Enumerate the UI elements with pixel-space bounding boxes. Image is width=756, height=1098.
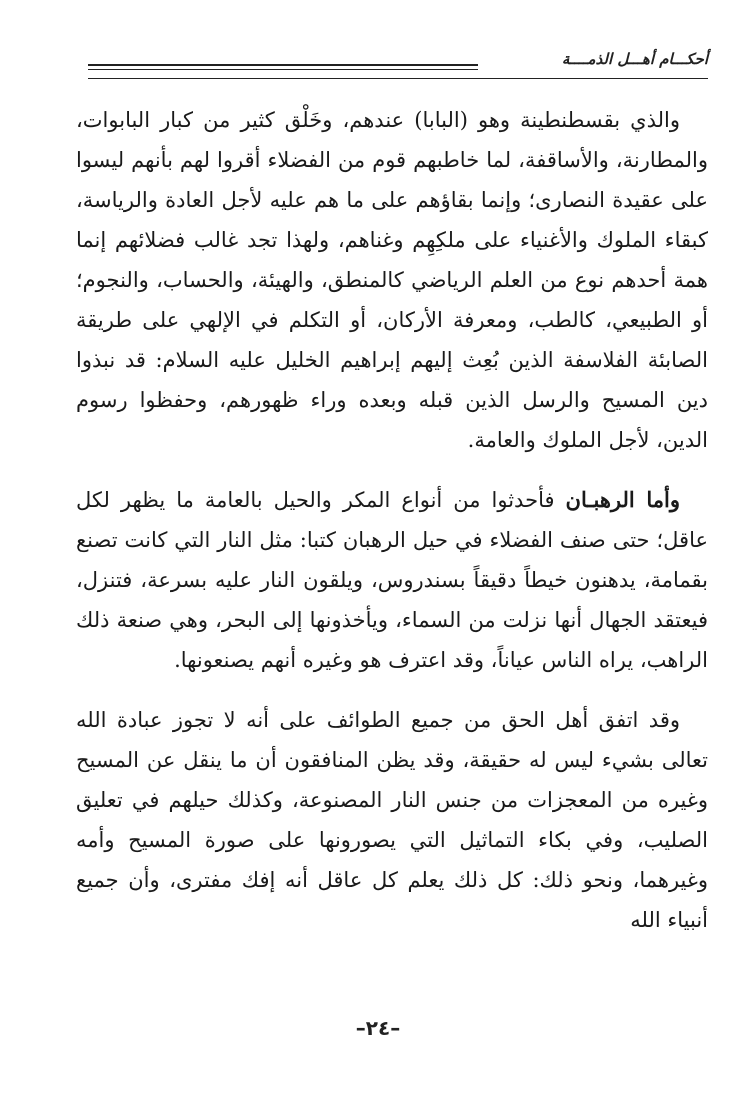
paragraph-2-lead: وأما الرهبـان: [565, 487, 681, 512]
running-header-title: أحكـــام أهـــل الذمــــة: [561, 50, 708, 68]
paragraph-2: [76, 480, 708, 680]
paragraph-3: [76, 700, 708, 940]
paragraph-3-text: وقد اتفق أهل الحق من جميع الطوائف على أنه لا تجوز عبادة الله تعالى بشيء ليس له حقيقة، وقد يظن المنافقون أن ما ينقل عن المسيح وغيره من المعجزات من جنس النار المصنوعة، وكذلك حيلهم في تعليق الصليب، وفي بكاء التماثيل التي يصورونها على صورة المسيح وأمه وغيرهما، ونحو ذلك: كل ذلك يعلم كل عاقل أنه إفك مفترى، وأن جميع أنبياء الله: [76, 708, 708, 932]
body-text: [76, 100, 708, 960]
page-number: –٢٤–: [355, 1016, 401, 1040]
paragraph-2-text: فأحدثوا من أنواع المكر والحيل بالعامة ما يظهر لكل عاقل؛ حتى صنف الفضلاء في حيل الرهبان كتبا: مثل النار التي كانت تصنع بقمامة، يدهنون خيطاً دقيقاً بسندروس، ويلقون النار عليه بسرعة، فتنزل، فيعتقد الجهال أنها نزلت من السماء، ويأخذونها إلى البحر، وهي صنعة ذلك الراهب، يراه الناس عياناً، وقد اعترف هو وغيره أنهم يصنعونها.: [76, 488, 708, 672]
paragraph-1-text: والذي بقسطنطينة وهو (البابا) عندهم، وخَلْق كثير من كبار البابوات، والمطارنة، والأساقفة، لما خاطبهم قوم من الفضلاء أقروا لهم بأنهم ليسوا على عقيدة النصارى؛ وإنما بقاؤهم على ما هم عليه لأجل العادة والرياسة، كبقاء الملوك والأغنياء على ملكِهِم وغناهم، ولهذا تجد غالب فضلائهم إنما همة أحدهم نوع من العلم الرياضي كالمنطق، والهيئة، والحساب، والنجوم؛ أو الطبيعي، كالطب، ومعرفة الأركان، أو التكلم في الإلهي على طريقة الصابئة الفلاسفة الذين بُعِث إليهم إبراهيم الخليل عليه السلام: قد نبذوا دين المسيح والرسل الذين قبله وبعده وراء ظهورهم، وحفظوا رسوم الدين، لأجل الملوك والعامة.: [76, 108, 708, 452]
header-rule: [88, 78, 708, 79]
header-double-rule: [88, 64, 478, 70]
paragraph-1: [76, 100, 708, 460]
